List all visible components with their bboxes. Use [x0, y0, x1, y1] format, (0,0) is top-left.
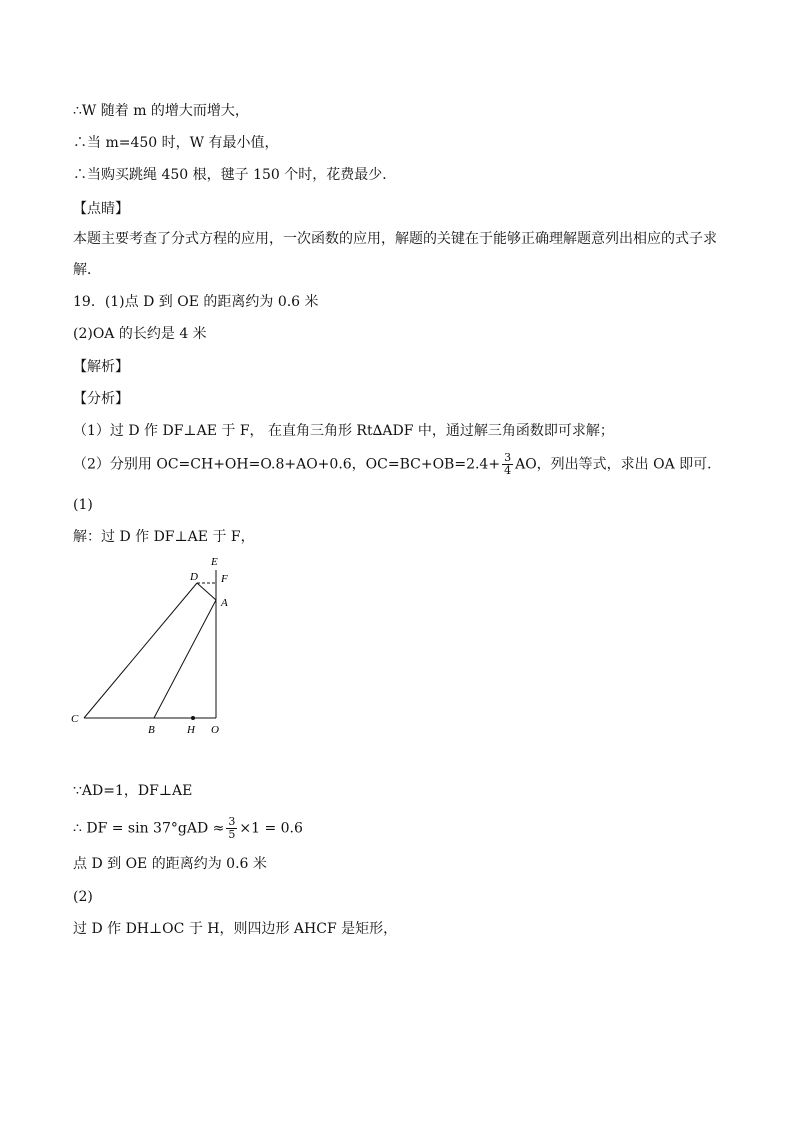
segment-AB [154, 600, 216, 718]
analysis-step-1: （1）过 D 作 DF⊥AE 于 F， 在直角三角形 Rt∆ADF 中，通过解三角函数即可求解； [73, 423, 614, 439]
segment-CD [84, 583, 197, 718]
summary-paragraph: 本题主要考查了分式方程的应用，一次函数的应用，解题的关键在于能够正确理解题意列出相应的式子求解． [73, 231, 717, 278]
heading-jiexi: 【解析】 [73, 359, 129, 375]
text-line-1: ∴W 随着 m 的增大而增大， [73, 103, 249, 119]
part-2-label: (2) [73, 889, 93, 905]
text-line-2: ∴当 m=450 时，W 有最小值， [73, 135, 279, 151]
conclusion-part-1: 点 D 到 OE 的距离约为 0.6 米 [73, 856, 267, 872]
geometry-figure [66, 552, 236, 742]
label-F: F [221, 573, 228, 585]
label-D: D [190, 571, 198, 583]
point-H [191, 716, 195, 720]
segment-DA [197, 583, 216, 600]
fraction-denominator: 4 [504, 464, 512, 477]
analysis-step-2-part-b: AO，列出等式，求出 OA 即可． [515, 456, 722, 473]
df-calculation-part-b: ×1 = 0.6 [239, 820, 303, 837]
fraction-numerator: 3 [228, 815, 236, 828]
answer-19-part2: (2)OA 的长约是 4 米 [73, 326, 207, 342]
fraction-numerator: 3 [504, 451, 512, 464]
heading-dianjing: 【点睛】 [73, 201, 129, 217]
part-1-label: (1) [73, 497, 93, 513]
heading-fenxi: 【分析】 [73, 391, 129, 407]
label-C: C [71, 713, 79, 725]
fraction-denominator: 5 [228, 828, 236, 841]
analysis-step-2-part-a: （2）分别用 OC=CH+OH=O.8+AO+0.6，OC=BC+OB=2.4+ [73, 456, 501, 473]
part-2-start: 过 D 作 DH⊥OC 于 H，则四边形 AHCF 是矩形， [73, 921, 398, 937]
label-A: A [221, 597, 228, 609]
df-calculation-part-a: ∴ DF = sin 37°gAD ≈ [73, 820, 225, 837]
label-H: H [187, 724, 195, 736]
fraction-3-5 [226, 816, 237, 841]
df-calculation [73, 816, 303, 841]
label-E: E [211, 556, 218, 568]
given-statement: ∵AD=1，DF⊥AE [73, 783, 193, 799]
text-line-3: ∴当购买跳绳 450 根，毽子 150 个时，花费最少． [73, 167, 397, 183]
label-O: O [211, 724, 219, 736]
label-B: B [148, 724, 155, 736]
answer-19-part1: 19．(1)点 D 到 OE 的距离约为 0.6 米 [73, 294, 319, 310]
analysis-step-2 [73, 452, 721, 477]
solution-start: 解：过 D 作 DF⊥AE 于 F， [73, 529, 255, 545]
fraction-3-4 [502, 452, 513, 477]
